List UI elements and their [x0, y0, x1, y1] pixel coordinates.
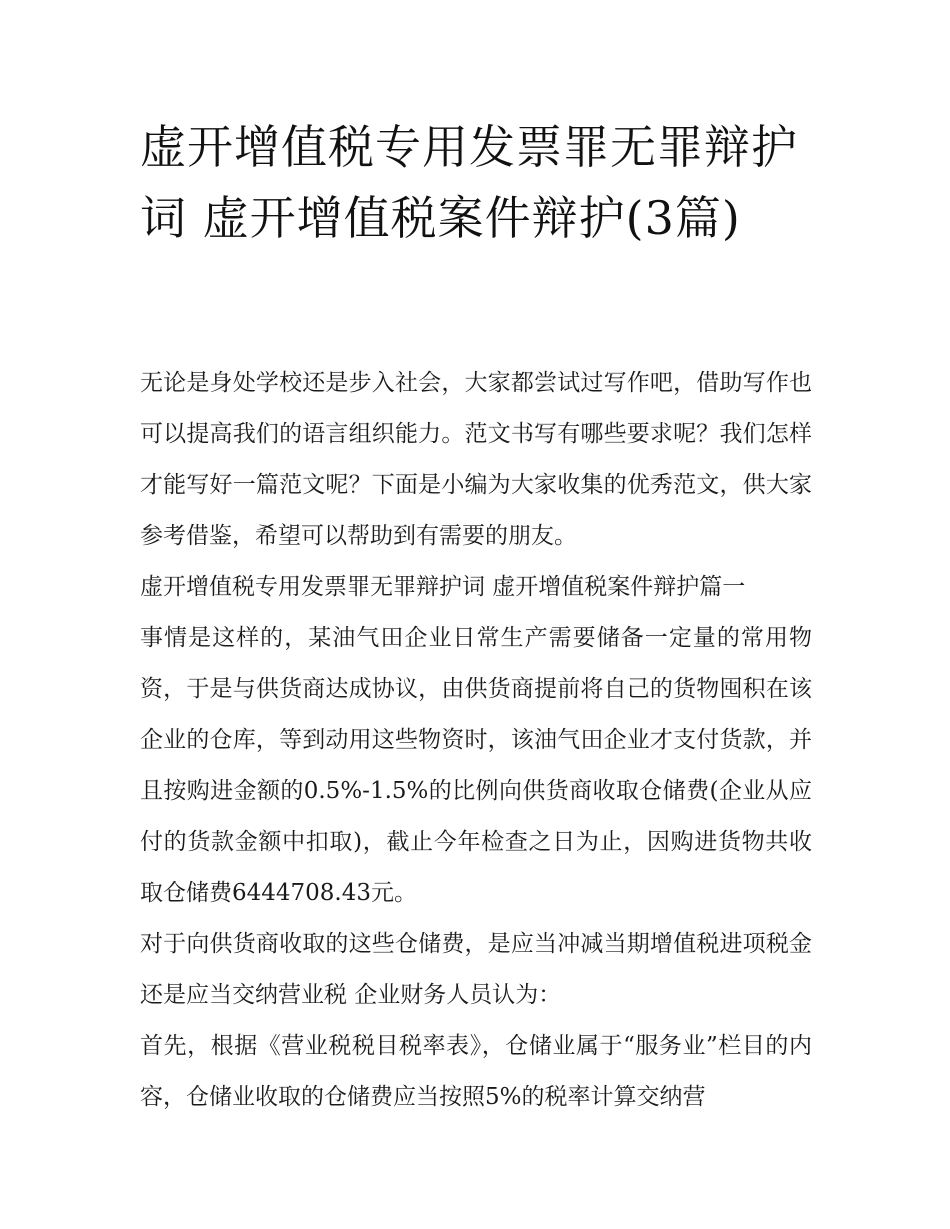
- body-paragraph: 首先，根据《营业税税目税率表》，仓储业属于“服务业”栏目的内容，仓储业收取的仓储费应当按照5%的税率计算交纳营: [140, 1033, 812, 1110]
- intro-paragraph: 无论是身处学校还是步入社会，大家都尝试过写作吧，借助写作也可以提高我们的语言组织能力。范文书写有哪些要求呢？我们怎样才能写好一篇范文呢？下面是小编为大家收集的优秀范文，供大家参考借鉴，希望可以帮助到有需要的朋友。: [140, 370, 812, 549]
- document-title: 虚开增值税专用发票罪无罪辩护词 虚开增值税案件辩护(3篇): [140, 120, 798, 245]
- body-paragraph: 事情是这样的，某油气田企业日常生产需要储备一定量的常用物资，于是与供货商达成协议，由供货商提前将自己的货物囤积在该企业的仓库，等到动用这些物资时，该油气田企业才支付货款，并且按购进金额的0.5%-1.5%的比例向供货商收取仓储费(企业从应付的货款金额中扣取)，截止今年检查之日为止，因购进货物共收取仓储费6444708.43元。: [140, 625, 812, 906]
- body-paragraph: 对于向供货商收取的这些仓储费，是应当冲减当期增值税进项税金 还是应当交纳营业税 企业财务人员认为：: [140, 931, 812, 1008]
- document-body: [140, 358, 812, 1123]
- section-heading: 虚开增值税专用发票罪无罪辩护词 虚开增值税案件辩护篇一: [140, 574, 746, 600]
